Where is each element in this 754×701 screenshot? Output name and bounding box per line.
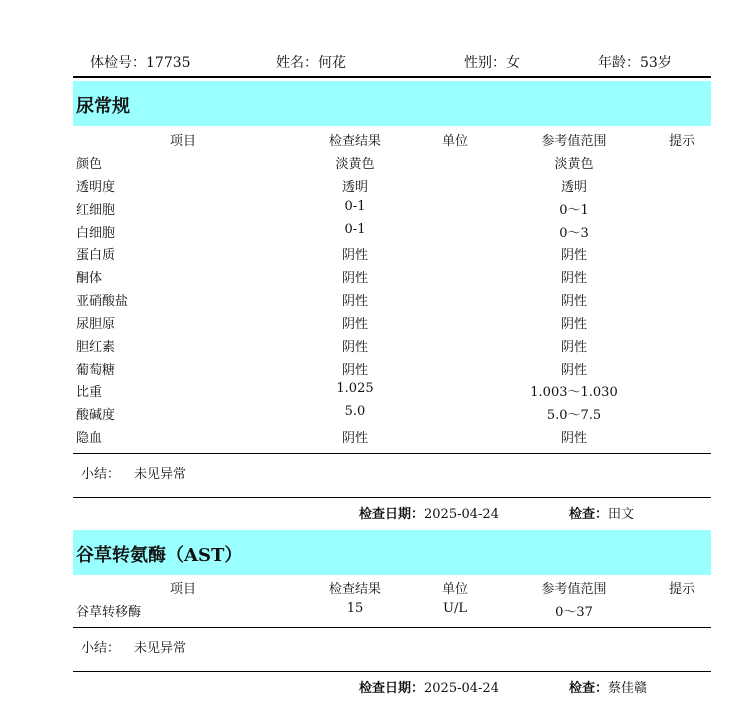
section-title-bar [73,81,711,126]
column-headers [73,578,711,600]
row-item: 比重 [76,385,103,400]
col-unit: 单位 [441,582,468,597]
row-result: 阴性 [341,431,368,446]
row-result: 阴性 [341,340,368,355]
row-result: 5.0 [344,404,366,419]
col-ref: 参考值范围 [541,134,607,149]
table-row [73,313,711,335]
table-row [73,381,711,403]
summary-label: 小结： [81,467,121,482]
section-footer [73,677,711,697]
table-row [73,404,711,426]
summary [81,463,186,482]
row-item: 隐血 [76,431,103,446]
row-item: 亚硝酸盐 [76,294,129,309]
row-item: 透明度 [76,180,116,195]
summary-value: 未见异常 [134,641,187,656]
row-item: 胆红素 [76,340,116,355]
divider [73,497,711,498]
row-item: 红细胞 [76,203,116,218]
patient-name: 姓名：何花 [276,55,346,71]
row-result: 15 [346,601,364,616]
table-row [73,222,711,244]
summary [81,637,186,656]
table-row [73,176,711,198]
row-ref: 阴性 [560,340,587,355]
row-result: 淡黄色 [335,157,375,172]
col-hint: 提示 [668,134,695,149]
row-result: 阴性 [341,248,368,263]
row-ref: 1.003～1.030 [530,385,618,400]
exam-date: 检查日期：2025-04-24 [359,507,499,522]
col-unit: 单位 [441,134,468,149]
col-item: 项目 [169,582,196,597]
header-divider [73,76,711,78]
table-row [73,199,711,221]
col-ref: 参考值范围 [541,582,607,597]
row-ref: 透明 [560,180,587,195]
col-item: 项目 [169,134,196,149]
row-ref: 阴性 [560,363,587,378]
section-title: 尿常规 [76,96,130,117]
patient-sex: 性别：女 [464,55,520,71]
row-result: 阴性 [341,271,368,286]
row-item: 酮体 [76,271,103,286]
table-row [73,244,711,266]
row-result: 阴性 [341,294,368,309]
row-item: 尿胆原 [76,317,116,332]
row-item: 葡萄糖 [76,363,116,378]
row-item: 白细胞 [76,226,116,241]
divider [73,627,711,628]
row-ref: 淡黄色 [554,157,594,172]
section-title-bar [73,530,711,575]
row-result: 0-1 [344,222,366,237]
patient-age: 年龄：53岁 [598,55,672,71]
divider [73,671,711,672]
table-row [73,267,711,289]
row-unit: U/L [443,601,467,616]
row-result: 阴性 [341,363,368,378]
column-headers [73,130,711,152]
row-ref: 0～3 [559,226,589,241]
summary-value: 未见异常 [134,467,187,482]
table-row [73,336,711,358]
row-item: 颜色 [76,157,103,172]
section-footer [73,503,711,523]
col-hint: 提示 [668,582,695,597]
section-title: 谷草转氨酶（AST） [76,545,243,566]
row-ref: 0～1 [559,203,589,218]
row-item: 酸碱度 [76,408,116,423]
row-ref: 阴性 [560,248,587,263]
row-result: 0-1 [344,199,366,214]
row-item: 谷草转移酶 [76,605,142,620]
exam-date: 检查日期：2025-04-24 [359,681,499,696]
col-result: 检查结果 [328,582,381,597]
row-ref: 阴性 [560,294,587,309]
examiner: 检查：田文 [569,507,635,522]
divider [73,453,711,454]
table-row [73,427,711,449]
table-row [73,290,711,312]
row-ref: 0～37 [555,605,593,620]
summary-label: 小结： [81,641,121,656]
table-row [73,601,711,623]
patient-header [73,52,711,72]
examiner: 检查：蔡佳赣 [569,681,648,696]
row-ref: 阴性 [560,431,587,446]
table-row [73,359,711,381]
row-ref: 阴性 [560,317,587,332]
row-item: 蛋白质 [76,248,116,263]
table-row [73,153,711,175]
row-result: 阴性 [341,317,368,332]
row-result: 1.025 [336,381,374,396]
row-ref: 5.0～7.5 [546,408,602,423]
col-result: 检查结果 [328,134,381,149]
exam-id: 体检号：17735 [90,55,191,71]
row-ref: 阴性 [560,271,587,286]
row-result: 透明 [341,180,368,195]
